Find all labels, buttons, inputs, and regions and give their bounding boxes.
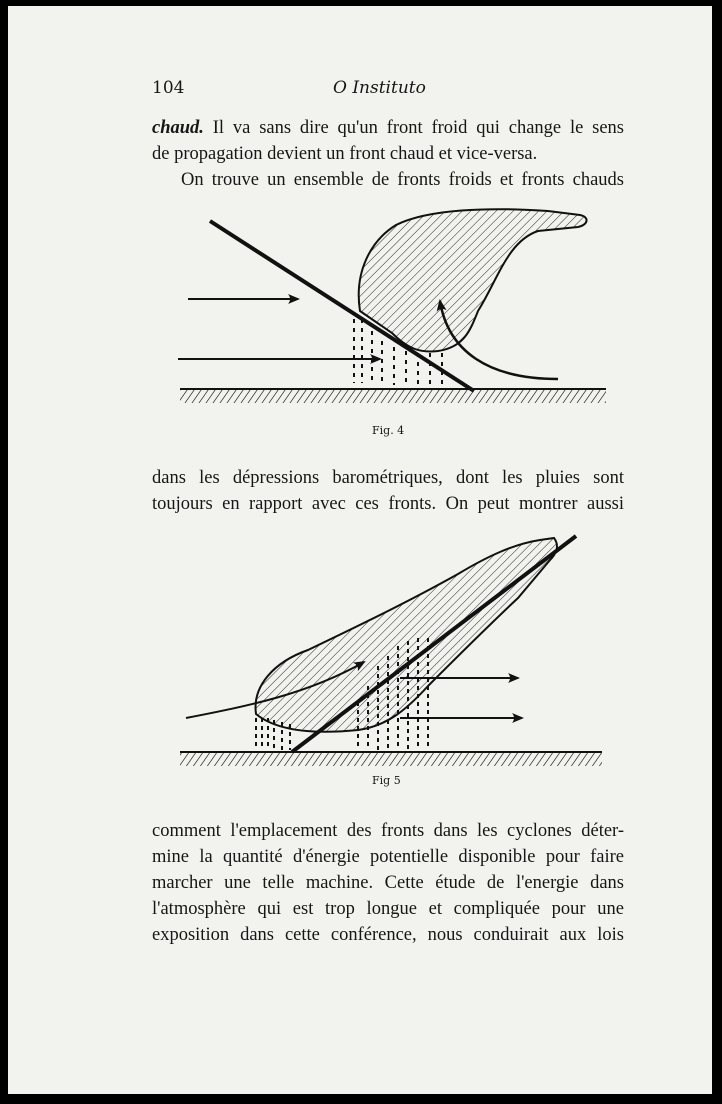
paragraph-3-line-3: marcher une telle machine. Cette étude de l'energie dans <box>152 873 624 893</box>
ground <box>180 752 602 766</box>
page-number: 104 <box>152 78 185 98</box>
paragraph-3-line-2: mine la quantité d'énergie potentielle disponible pour faire <box>152 847 624 867</box>
figure-5-caption: Fig 5 <box>372 774 401 787</box>
paragraph-2-line-1: dans les dépressions barométriques, dont les pluies sont <box>152 468 624 488</box>
italic-lead-word: chaud. <box>152 118 204 138</box>
paragraph-2 <box>152 465 624 517</box>
paragraph-1-line-1: chaud. Il va sans dire qu'un front froid qui change le sens <box>152 118 624 138</box>
figure-5-warm-front-diagram <box>158 526 618 781</box>
paragraph-3-line-4: l'atmosphère qui est trop longue et compliquée pour une <box>152 899 624 919</box>
paragraph-3-line-1: comment l'emplacement des fronts dans les cyclones déter- <box>152 821 624 841</box>
journal-title: O Instituto <box>333 78 426 98</box>
paragraph-1-line-2: de propagation devient un front chaud et vice-versa. <box>152 144 538 164</box>
cloud-mass <box>256 538 557 732</box>
paragraph-1-line-3: On trouve un ensemble de fronts froids et fronts chauds <box>181 170 624 190</box>
figure-4-cold-front-diagram <box>158 201 618 416</box>
paragraph-2-line-2: toujours en rapport avec ces fronts. On peut montrer aussi <box>152 494 624 514</box>
paragraph-1 <box>152 115 624 193</box>
ground <box>180 389 606 403</box>
paragraph-3-line-5: exposition dans cette conférence, nous conduirait aux lois <box>152 925 624 945</box>
cloud-mass <box>359 209 587 351</box>
page <box>8 6 712 1094</box>
paragraph-3 <box>152 818 624 948</box>
figure-4-caption: Fig. 4 <box>372 424 405 437</box>
